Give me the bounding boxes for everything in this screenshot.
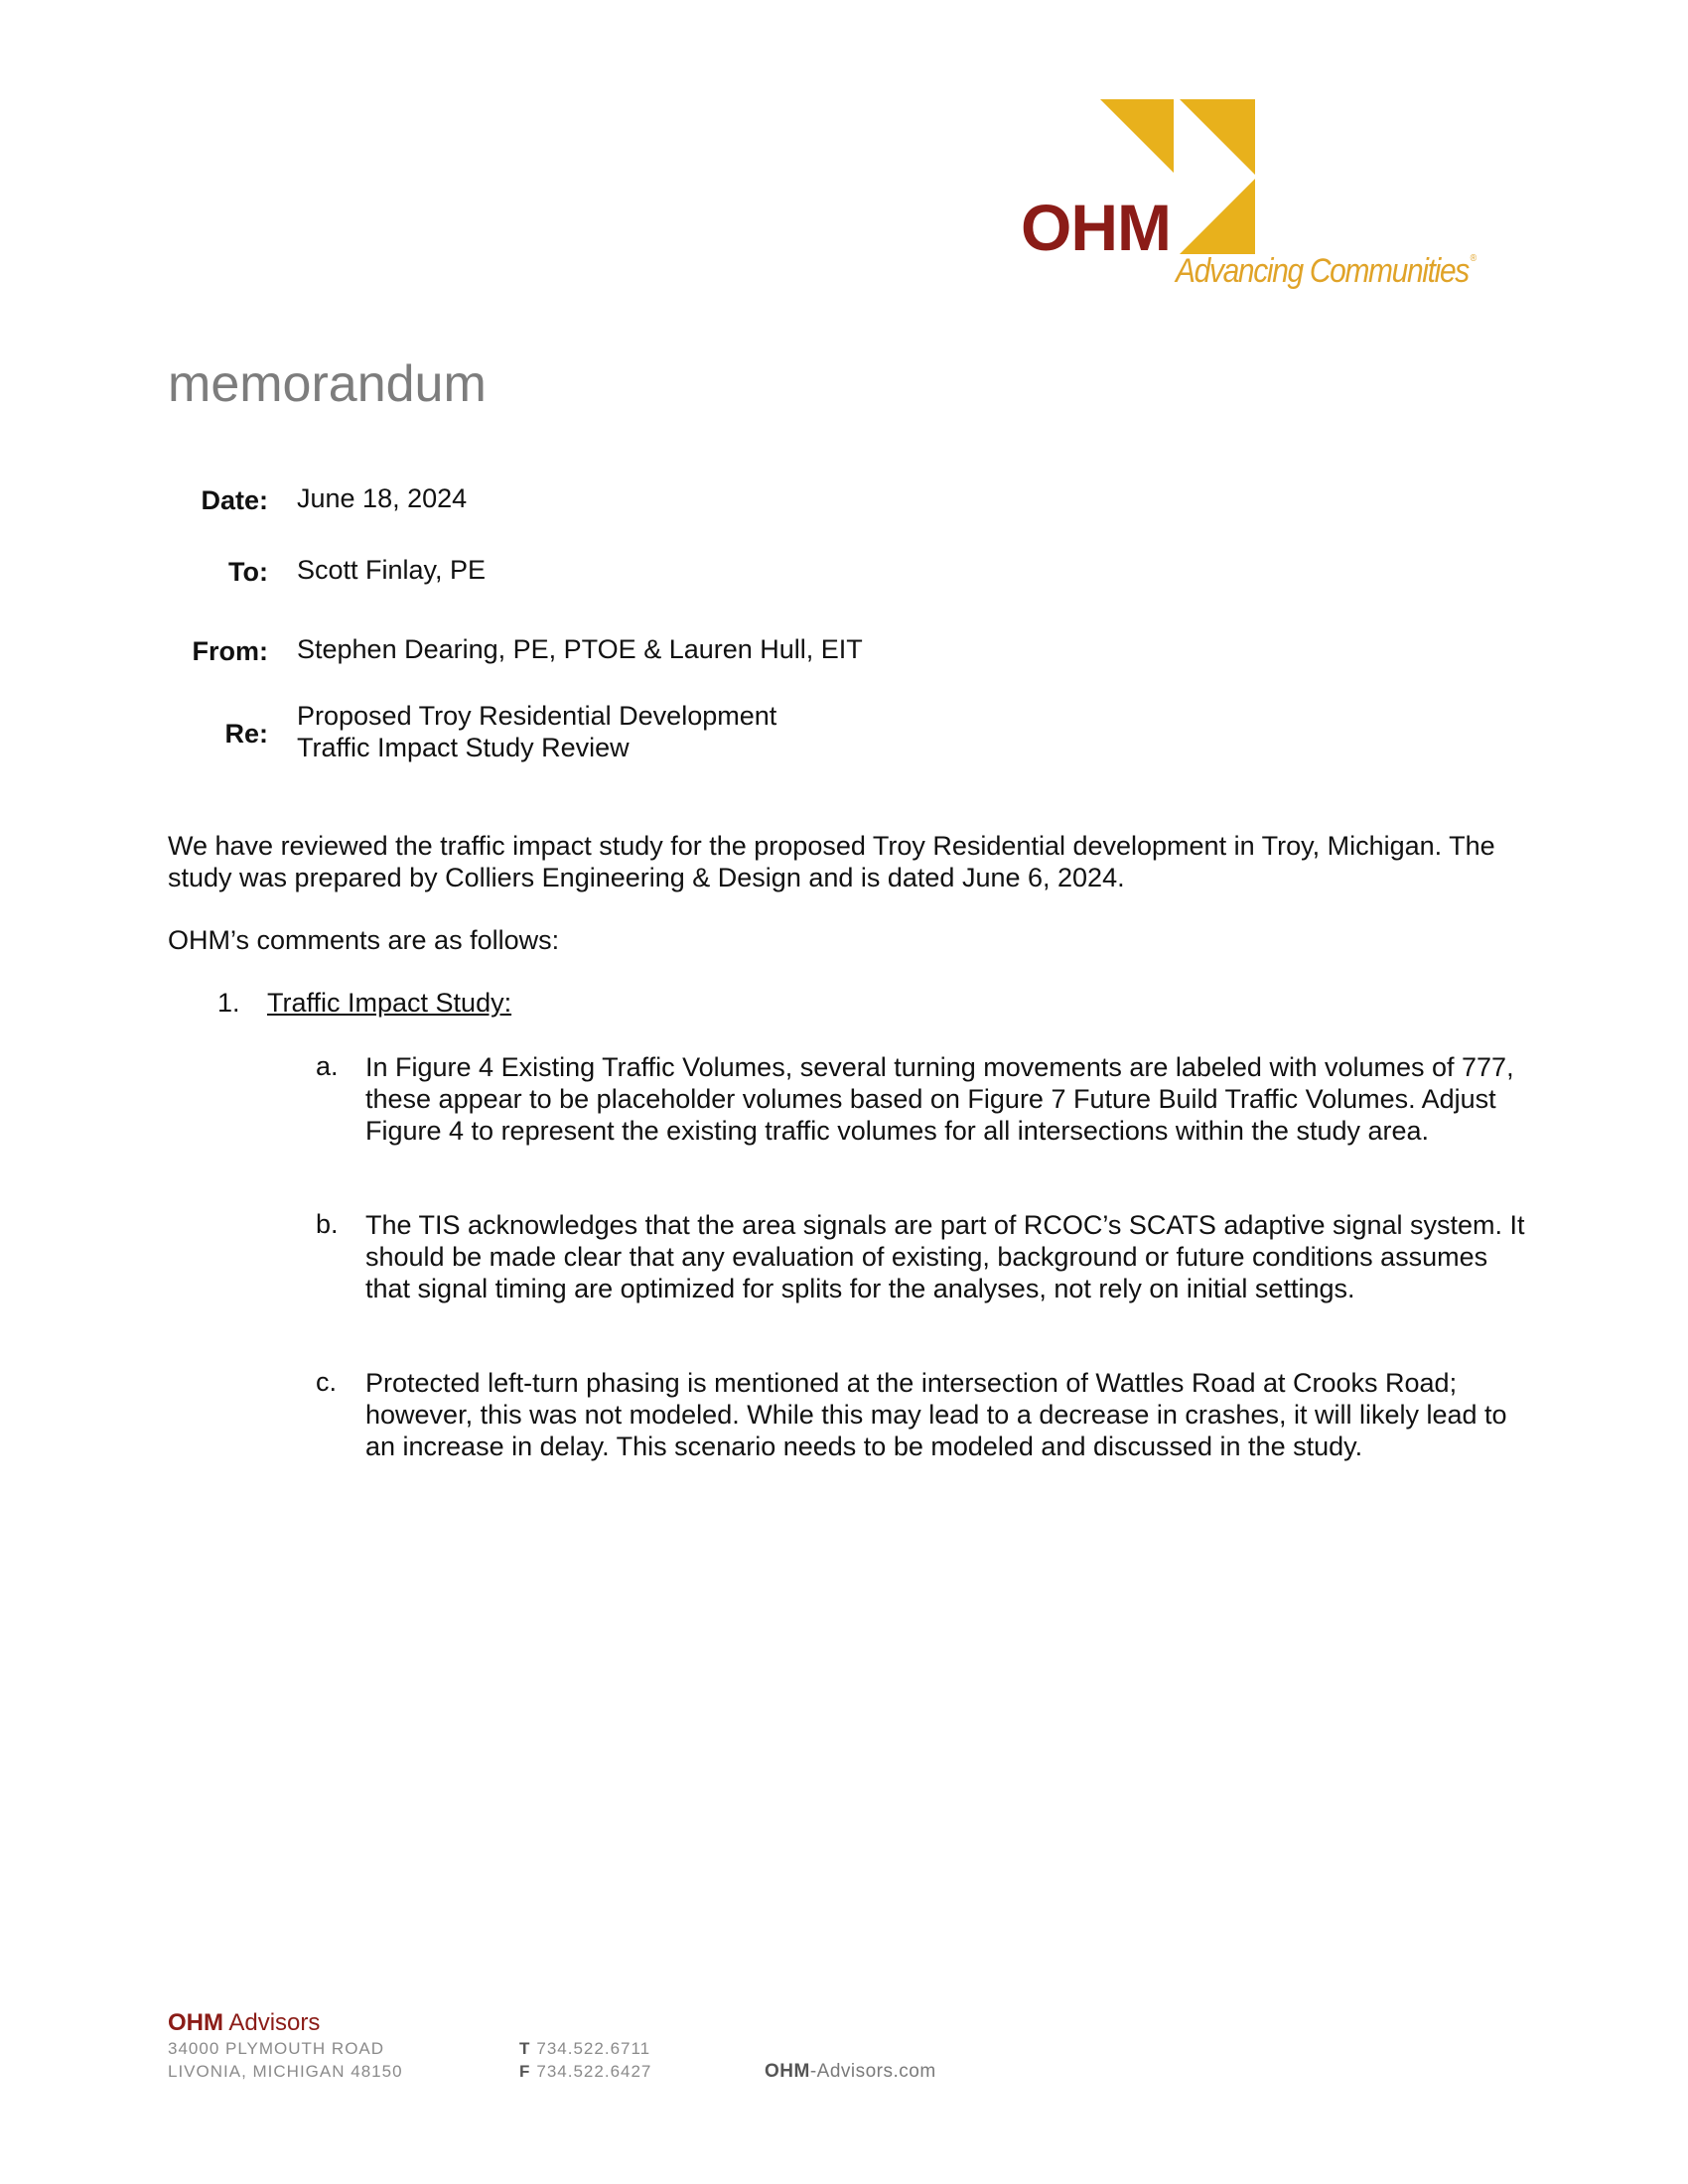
item-c-letter: c. (316, 1367, 338, 1397)
item-b-text: The TIS acknowledges that the area signals are part of RCOC’s SCATS adaptive signal system. It should be made clear that any evaluation of existing, background or future conditions assumes that signal timing are optimized for splits for the analyses, not rely on initial settings. (365, 1210, 1525, 1303)
logo-triangle-bottom (1180, 179, 1255, 254)
intro-paragraph: We have reviewed the traffic impact study for the proposed Troy Residential development in Troy, Michigan. The study was prepared by Colliers Engineering & Design and is dated June 6, 2024. (168, 831, 1495, 892)
page-title: memorandum (168, 355, 487, 413)
logo-triangle-top-right (1180, 99, 1255, 175)
re-line-2: Traffic Impact Study Review (297, 733, 630, 762)
from-label: From: (192, 636, 268, 666)
item-a-letter: a. (316, 1051, 339, 1081)
re-line-1: Proposed Troy Residential Development (297, 701, 777, 731)
to-value: Scott Finlay, PE (297, 555, 487, 585)
section-number: 1. (217, 988, 240, 1018)
footer-phone: T 734.522.6711 (519, 2039, 651, 2058)
footer-fax: F 734.522.6427 (519, 2062, 652, 2081)
logo-triangle-top-left (1100, 99, 1174, 173)
item-c-text: Protected left-turn phasing is mentioned at the intersection of Wattles Road at Crooks Road; however, this was not modeled. While this may lead to a decrease in crashes, it will likely lead to an increase in delay. This scenario needs to be modeled and discussed in the study. (365, 1368, 1507, 1461)
footer-address-line-1: 34000 PLYMOUTH ROAD (168, 2039, 385, 2058)
footer-address-line-2: LIVONIA, MICHIGAN 48150 (168, 2062, 403, 2081)
logo-tagline: Advancing Communities ® (1176, 252, 1476, 290)
logo-wordmark: OHM (1021, 191, 1171, 264)
date-value: June 18, 2024 (297, 483, 468, 513)
section-title: Traffic Impact Study: (267, 988, 512, 1018)
footer-website-link[interactable]: OHM-Advisors.com (765, 2061, 936, 2082)
item-b-letter: b. (316, 1209, 339, 1239)
footer-brand: OHM Advisors (168, 2009, 321, 2036)
re-label: Re: (224, 719, 268, 749)
item-a-text: In Figure 4 Existing Traffic Volumes, several turning movements are labeled with volumes of 777, these appear to be placeholder volumes based on Figure 7 Future Build Traffic Volumes. Adjust Figure 4 to represent the existing traffic volumes for all intersections within the study area. (365, 1052, 1514, 1146)
from-value: Stephen Dearing, PE, PTOE & Lauren Hull, EIT (297, 634, 863, 664)
re-value (297, 700, 776, 763)
date-label: Date: (201, 485, 268, 515)
to-label: To: (228, 557, 268, 587)
comments-intro: OHM’s comments are as follows: (168, 925, 560, 955)
